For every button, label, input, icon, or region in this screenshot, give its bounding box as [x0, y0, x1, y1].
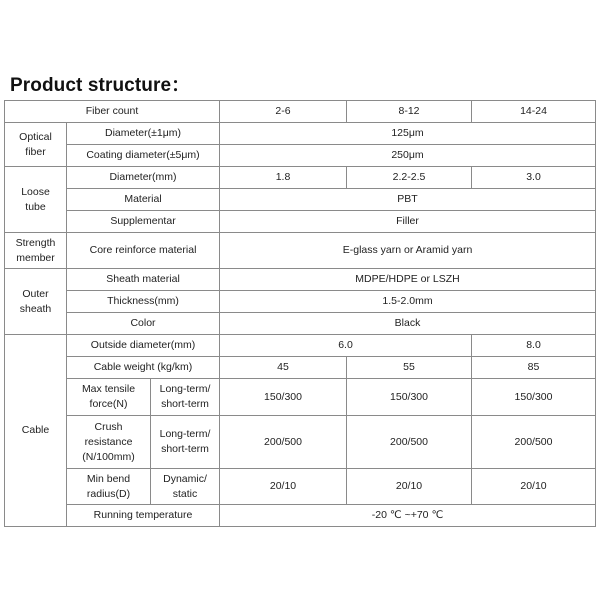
- outside-diameter-value-b: 8.0: [472, 335, 596, 357]
- fiber-count-col-1: 2-6: [220, 101, 347, 123]
- tensile-col-2: 150/300: [347, 379, 472, 416]
- table-row: [5, 101, 596, 123]
- table-row: [5, 123, 596, 145]
- bend-radius-col-2: 20/10: [347, 469, 472, 505]
- cable-weight-col-1: 45: [220, 357, 347, 379]
- table-row: [5, 505, 596, 527]
- tensile-col-1: 150/300: [220, 379, 347, 416]
- table-row: [5, 189, 596, 211]
- table-row: [5, 167, 596, 189]
- crush-col-1: 200/500: [220, 416, 347, 469]
- crush-col-3: 200/500: [472, 416, 596, 469]
- cable-group: Cable: [5, 335, 67, 527]
- tube-diameter-label: Diameter(mm): [67, 167, 220, 189]
- color-value: Black: [220, 313, 596, 335]
- table-row: [5, 233, 596, 269]
- cable-weight-label: Cable weight (kg/km): [67, 357, 220, 379]
- table-row: [5, 469, 596, 505]
- outside-diameter-label: Outside diameter(mm): [67, 335, 220, 357]
- bend-radius-label: Min bend radius(D): [67, 469, 151, 505]
- crush-sub-label: Long-term/ short-term: [151, 416, 220, 469]
- tensile-sub-label: Long-term/ short-term: [151, 379, 220, 416]
- page-title: Product structure：: [10, 75, 191, 96]
- table-row: [5, 291, 596, 313]
- tube-diameter-col-1: 1.8: [220, 167, 347, 189]
- fiber-count-col-3: 14-24: [472, 101, 596, 123]
- table-row: [5, 416, 596, 469]
- thickness-label: Thickness(mm): [67, 291, 220, 313]
- coating-diameter-label: Coating diameter(±5μm): [67, 145, 220, 167]
- table-row: [5, 313, 596, 335]
- strength-member-group: Strength member: [5, 233, 67, 269]
- core-reinforce-value: E-glass yarn or Aramid yarn: [220, 233, 596, 269]
- fiber-diameter-label: Diameter(±1μm): [67, 123, 220, 145]
- cable-weight-col-2: 55: [347, 357, 472, 379]
- running-temperature-label: Running temperature: [67, 505, 220, 527]
- optical-fiber-group: Optical fiber: [5, 123, 67, 167]
- table-row: [5, 211, 596, 233]
- bend-radius-col-1: 20/10: [220, 469, 347, 505]
- supplementar-value: Filler: [220, 211, 596, 233]
- fiber-count-label: Fiber count: [5, 101, 220, 123]
- table-row: [5, 145, 596, 167]
- cable-weight-col-3: 85: [472, 357, 596, 379]
- sheath-material-label: Sheath material: [67, 269, 220, 291]
- crush-label: Crush resistance (N/100mm): [67, 416, 151, 469]
- crush-col-2: 200/500: [347, 416, 472, 469]
- table-row: [5, 335, 596, 357]
- tensile-col-3: 150/300: [472, 379, 596, 416]
- bend-radius-sub-label: Dynamic/ static: [151, 469, 220, 505]
- loose-tube-group: Loose tube: [5, 167, 67, 233]
- core-reinforce-label: Core reinforce material: [67, 233, 220, 269]
- running-temperature-value: -20 ℃ ~+70 ℃: [220, 505, 596, 527]
- tensile-label: Max tensile force(N): [67, 379, 151, 416]
- table-row: [5, 357, 596, 379]
- outside-diameter-value-a: 6.0: [220, 335, 472, 357]
- outer-sheath-group: Outer sheath: [5, 269, 67, 335]
- fiber-diameter-value: 125μm: [220, 123, 596, 145]
- coating-diameter-value: 250μm: [220, 145, 596, 167]
- tube-diameter-col-2: 2.2-2.5: [347, 167, 472, 189]
- tube-material-value: PBT: [220, 189, 596, 211]
- tube-material-label: Material: [67, 189, 220, 211]
- bend-radius-col-3: 20/10: [472, 469, 596, 505]
- sheath-material-value: MDPE/HDPE or LSZH: [220, 269, 596, 291]
- table-row: [5, 379, 596, 416]
- fiber-count-col-2: 8-12: [347, 101, 472, 123]
- supplementar-label: Supplementar: [67, 211, 220, 233]
- table-row: [5, 269, 596, 291]
- color-label: Color: [67, 313, 220, 335]
- thickness-value: 1.5-2.0mm: [220, 291, 596, 313]
- tube-diameter-col-3: 3.0: [472, 167, 596, 189]
- product-structure-table: [4, 100, 596, 527]
